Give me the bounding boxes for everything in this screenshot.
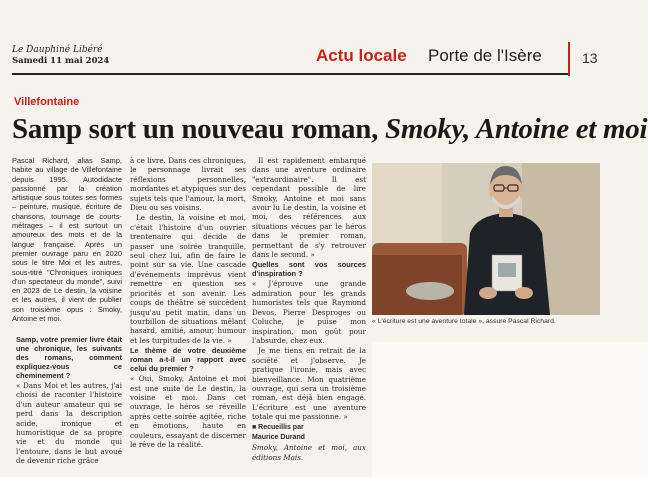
answer-2: « Oui, Smoky, Antoine et moi est une suite de Le destin, la voisine et moi. Dans cet ouvrage, le héros se réveille après cette soirée agitée, riche en émotions, haute en couleurs, essayant de discerner le rêve de la réalité. (130, 374, 246, 449)
signature-line-1: ■ Recueillis par (252, 423, 304, 431)
article-intro: Pascal Richard, alias Samp, habite au village de Villefontaine depuis 1995. Autodidacte passionné par la création artistique sous toutes ses formes – peinture, musique, écriture de chansons, tournage de courts-métrages – il est surtout un amoureux des mots et de la langue française. Après un premier ouvrage paru en 2020 sous le titre Moi et les autres, sous-titré "Chroniques ironiques d'un spectateur du monde", suivi en 2023 de Le destin, la voisine et les autres, il vient de publier son troisième opus : Smoky, Antoine et moi. (12, 156, 122, 324)
intro-column (12, 156, 122, 324)
question-1: Samp, votre premier livre était une chronique, les suivants des romans, comment expliquez-vous ce cheminement ? (16, 335, 122, 380)
author-photo (372, 163, 600, 315)
headline-italic: Smoky, Antoine et moi (384, 113, 648, 145)
question-3: Quelles sont vos sources d'inspiration ? (252, 260, 366, 279)
page-number: 13 (582, 50, 598, 66)
column-3 (252, 156, 366, 463)
column-1-bottom (16, 335, 122, 467)
answer-1-p2: Le destin, la voisine et moi, c'était l'histoire d'un ouvrier trentenaire qui décide de passer une soirée tranquille, seul chez lui, afin de faire le point sur sa vie. Une cascade d'événements imprévus vient remettre en question ses priorités et son avenir. Les coups de théâtre se succèdent jusqu'au petit matin, dans un tourbillon de situations mêlant hasard, amitié, amour, humour et les turpitudes de la vie. » (130, 213, 246, 345)
rubric-divider (568, 42, 570, 76)
publication-name: Le Dauphiné Libéré (12, 45, 103, 55)
article-kicker: Villefontaine (14, 96, 80, 108)
column-2 (130, 156, 246, 450)
photo-caption: « L'écriture est une aventure totale », assure Pascal Richard. (372, 318, 556, 325)
blank-margin (372, 342, 648, 477)
signature-line-2: Maurice Durand (252, 433, 305, 441)
section-label: Porte de l'Isère (428, 46, 542, 65)
answer-3-p2: Je me tiens en retrait de la société et j'observe. Je pratique l'ironie, mais avec bienveillance. Mon quatrième ouvrage, qui sera un troisième roman, est déjà bien engagé. L'écriture est une aventure totale qui me passionne. » (252, 346, 366, 422)
headline-plain: Samp sort un nouveau roman, (12, 113, 379, 145)
article-headline (12, 113, 647, 145)
answer-2-cont: Il est rapidement embarqué dans une aventure ordinaire "extraordinaire". Il est cependant possible de lire Smoky, Antoine et moi sans avoir lu Le destin, la voisine et moi, des références aux situations vécues par le héros dans le premier roman, permettant de s'y retrouver dans le second. » (252, 156, 366, 260)
author-photo-illustration (372, 163, 600, 315)
answer-1-cont: à ce livre. Dans ces chroniques, le personnage livrait ses réflexions personnelles, mordantes et atypiques sur des sujets tels que l'amour, la mort, Dieu ou ses voisins. (130, 156, 246, 213)
rubric-label: Actu locale (316, 46, 407, 65)
header-rule (12, 73, 568, 75)
book-note: Smoky, Antoine et moi, aux éditions Mais. (252, 443, 366, 462)
answer-1: « Dans Moi et les autres, j'ai choisi de raconter l'histoire d'un auteur amateur qui se perd dans la description acide, ironique et humoristique de sa propre vie et du monde qui l'entoure, dans le but avoué de devenir riche grâce (16, 381, 122, 466)
answer-3: « J'éprouve une grande admiration pour les grands humoristes tels que Raymond Devos, Pierre Desproges ou Coluche, je puise mon inspiration, mon goût pour l'absurde, chez eux. (252, 279, 366, 345)
publication-date: Samedi 11 mai 2024 (12, 56, 110, 66)
question-2: Le thème de votre deuxième roman a-t-il un rapport avec celui du premier ? (130, 346, 246, 374)
